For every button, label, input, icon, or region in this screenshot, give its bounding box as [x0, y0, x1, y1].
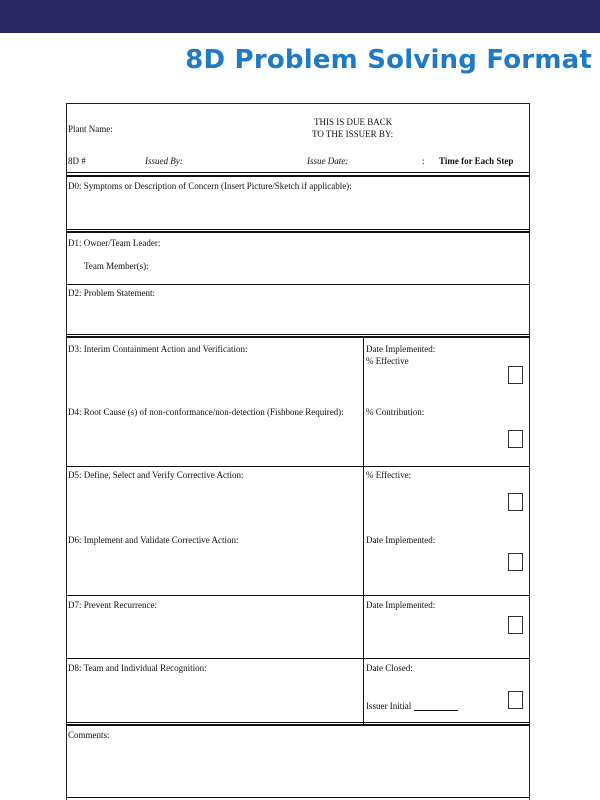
- d3-effective-label: % Effective: [366, 356, 409, 366]
- d4-contribution-label: % Contribution:: [366, 407, 425, 417]
- due-back-line2: TO THE ISSUER BY:: [312, 129, 394, 139]
- divider: [67, 284, 529, 285]
- divider: [67, 466, 529, 467]
- top-banner: [0, 0, 600, 33]
- 8d-form: [66, 103, 530, 800]
- column-divider: [363, 338, 364, 724]
- d8-issuer-initial: [366, 701, 458, 711]
- divider: [67, 175, 529, 177]
- d8-label: D8: Team and Individual Recognition:: [68, 663, 207, 673]
- d6-date-implemented-label: Date Implemented:: [366, 535, 436, 545]
- issued-by-label: Issued By:: [145, 156, 183, 166]
- page-title: 8D Problem Solving Format: [185, 45, 592, 75]
- issue-date-label: Issue Date:: [307, 156, 349, 166]
- divider: [67, 229, 529, 230]
- d3-checkbox[interactable]: [508, 366, 523, 384]
- divider: [67, 231, 529, 233]
- d1-team-members-label: Team Member(s):: [84, 261, 149, 271]
- issuer-initial-line[interactable]: [414, 702, 458, 711]
- d7-checkbox[interactable]: [508, 616, 523, 634]
- d2-label: D2: Problem Statement:: [68, 288, 155, 298]
- plant-name-label: Plant Name:: [68, 124, 113, 134]
- time-each-step-label: Time for Each Step: [439, 156, 514, 166]
- due-back-line1: THIS IS DUE BACK: [314, 117, 393, 127]
- comments-label: Comments:: [68, 730, 110, 740]
- d7-label: D7: Prevent Recurrence:: [68, 600, 157, 610]
- d8-issuer-initial-label: Issuer Initial: [366, 701, 412, 711]
- divider: [67, 595, 529, 596]
- d8-date-closed-label: Date Closed:: [366, 663, 413, 673]
- divider: [67, 336, 529, 338]
- d5-label: D5: Define, Select and Verify Corrective Action:: [68, 470, 244, 480]
- divider: [67, 722, 529, 723]
- d1-label: D1: Owner/Team Leader:: [68, 238, 161, 248]
- d4-label: D4: Root Cause (s) of non-conformance/non-detection (Fishbone Required):: [68, 407, 344, 417]
- d3-date-implemented-label: Date Implemented:: [366, 344, 436, 354]
- d6-label: D6: Implement and Validate Corrective Action:: [68, 535, 239, 545]
- eight-d-number-label: 8D #: [68, 156, 86, 166]
- d5-effective-label: % Effective:: [366, 470, 412, 480]
- colon-mark: :: [422, 156, 425, 166]
- divider: [67, 724, 529, 726]
- divider: [67, 797, 529, 798]
- d6-checkbox[interactable]: [508, 553, 523, 571]
- divider: [67, 172, 529, 173]
- d4-checkbox[interactable]: [508, 430, 523, 448]
- d5-checkbox[interactable]: [508, 493, 523, 511]
- d8-checkbox[interactable]: [508, 691, 523, 709]
- d7-date-implemented-label: Date Implemented:: [366, 600, 436, 610]
- divider: [67, 334, 529, 335]
- d3-label: D3: Interim Containment Action and Verification:: [68, 344, 248, 354]
- divider: [67, 658, 529, 659]
- d0-label: D0: Symptoms or Description of Concern (Insert Picture/Sketch if applicable):: [68, 181, 352, 191]
